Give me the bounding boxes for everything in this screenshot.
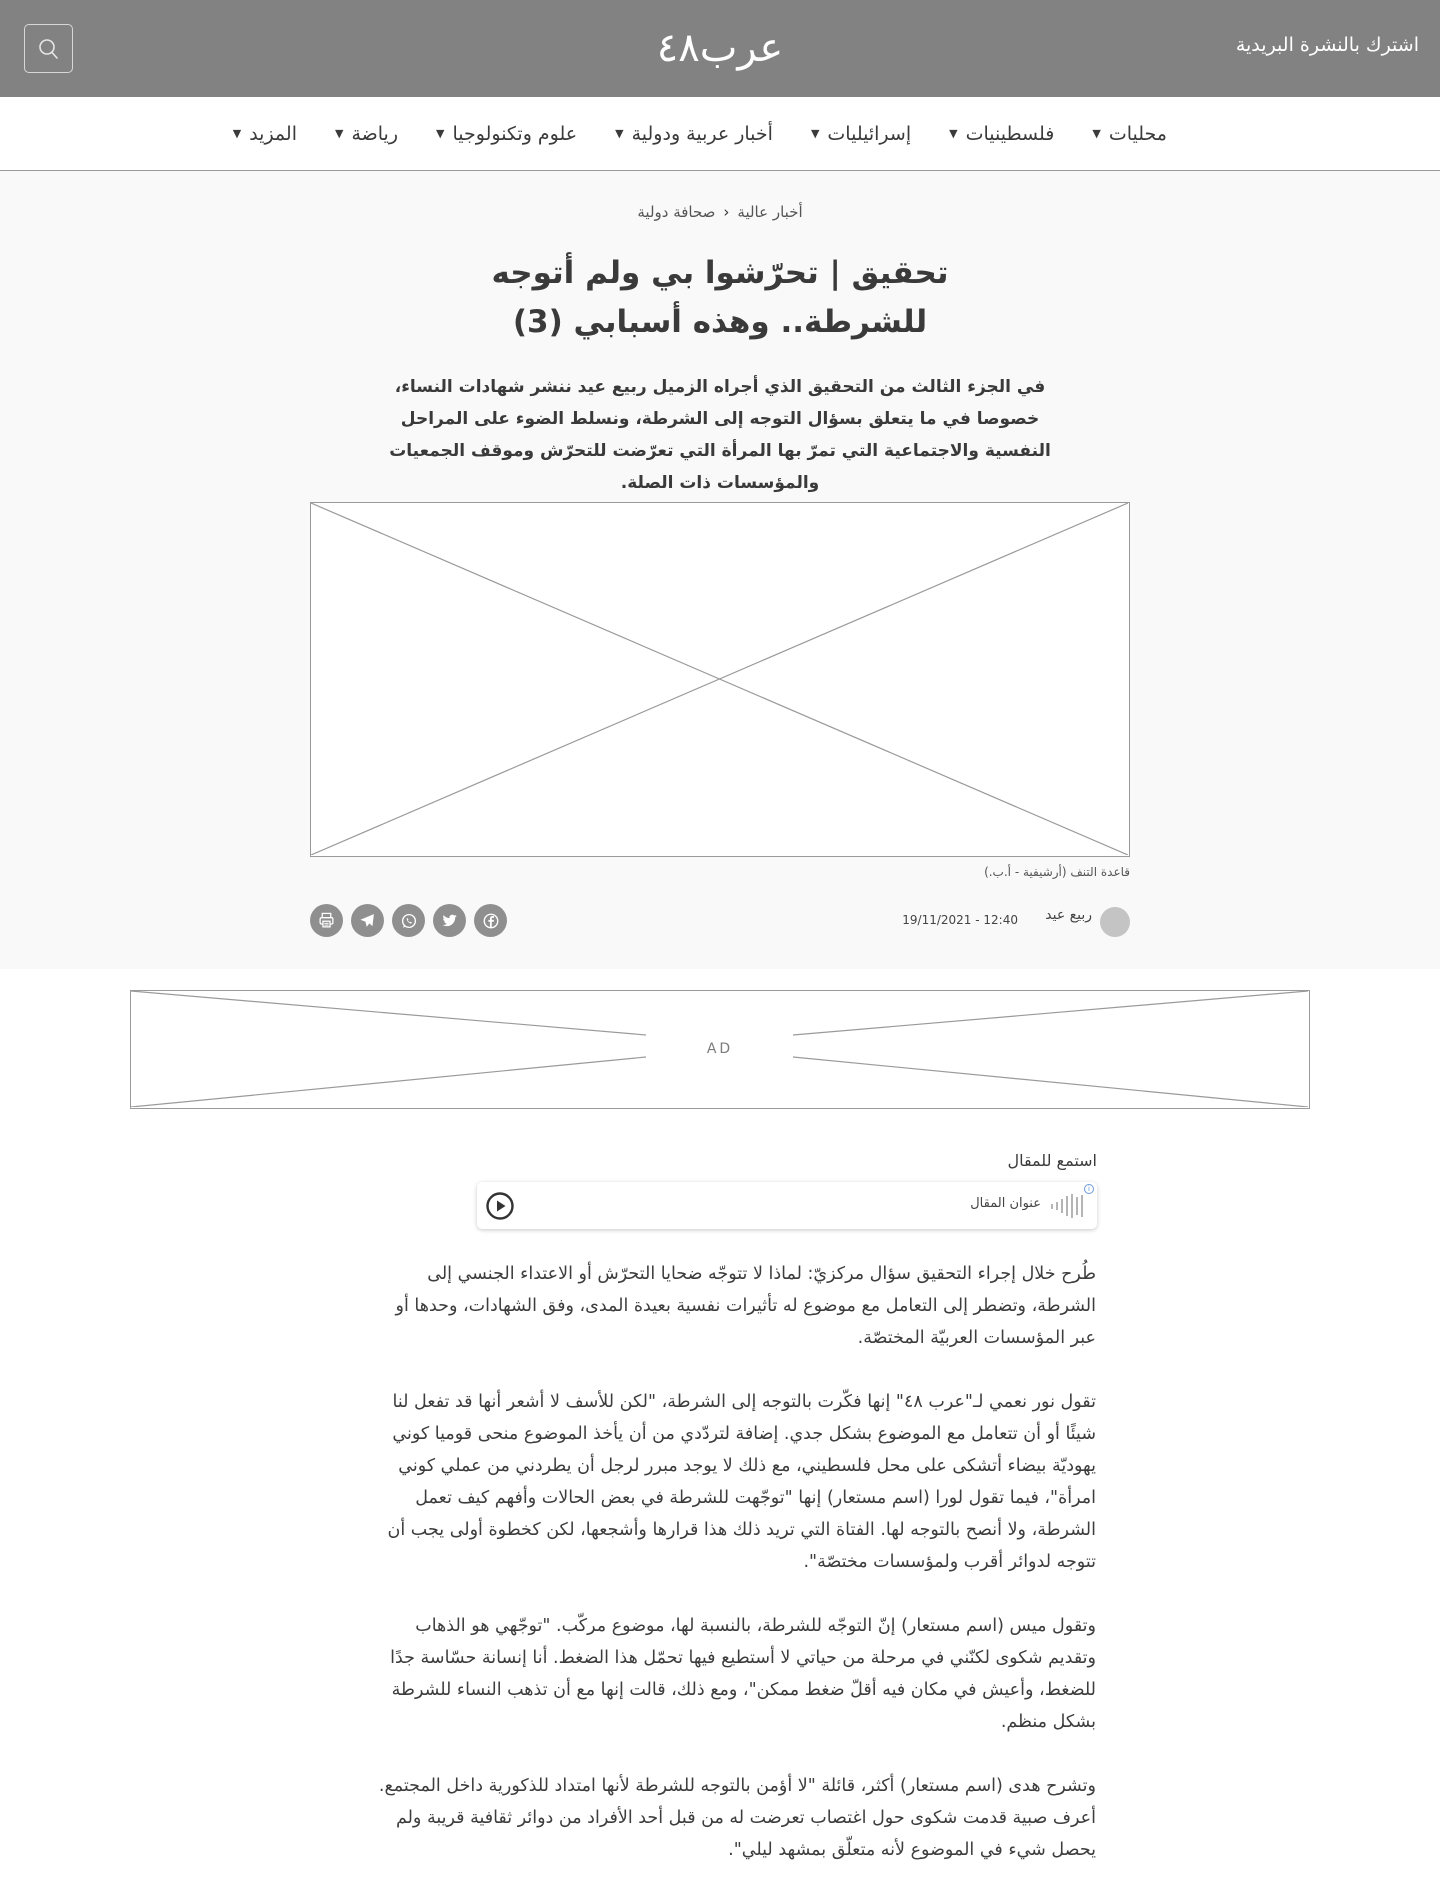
whatsapp-icon — [400, 912, 418, 930]
caret-down-icon: ▼ — [949, 127, 958, 140]
breadcrumb-item-world-news[interactable]: أخبار عالية — [737, 203, 803, 221]
caret-down-icon: ▼ — [810, 127, 820, 140]
nav-item-arab-international[interactable] — [615, 123, 773, 145]
telegram-icon — [359, 912, 376, 929]
caret-down-icon: ▼ — [1092, 127, 1101, 140]
player-title: عنوان المقال — [970, 1196, 1041, 1211]
nav-item-more[interactable] — [233, 123, 297, 145]
nav-item-label: رياضة — [351, 122, 399, 145]
nav-item-label: علوم وتكنولوجيا — [452, 122, 578, 145]
caret-down-icon: ▼ — [232, 127, 242, 140]
ad-label: AD — [706, 1041, 734, 1057]
print-icon — [318, 912, 335, 929]
nav-item-label: محليات — [1108, 122, 1167, 145]
nav-item-palestinian[interactable] — [949, 123, 1054, 145]
facebook-icon — [482, 912, 500, 930]
breadcrumb-item-intl-press[interactable]: صحافة دولية — [637, 203, 716, 221]
ad-banner[interactable] — [130, 990, 1310, 1109]
newsletter-subscribe-link[interactable]: اشترك بالنشرة البريدية — [1235, 34, 1419, 56]
caret-down-icon: ▼ — [334, 127, 344, 140]
author-name[interactable]: ربيع عيد — [1045, 907, 1092, 923]
nav-item-label: المزيد — [249, 122, 297, 145]
search-icon — [37, 37, 61, 61]
article-paragraph: وتقول ميس (اسم مستعار) إنّ التوجّه للشرطة، بالنسبة لها، موضوع مركّب. "توجّهي هو الذهاب وتقديم شكوى لكنّني في مرحلة من حياتي لا أستطيع فيها تحمّل هذا الضغط. أنا إنسانة حسّاسة جدًا للضغط، وأعيش في مكان فيه أقلّ ضغط ممكن"، ومع ذلك، قالت إنها مع أن تذهب النساء للشرطة بشكل منظم. — [390, 1616, 1096, 1732]
article-lead: في الجزء الثالث من التحقيق الذي أجراه الزميل ربيع عيد ننشر شهادات النساء، خصوصا في ما يتعلق بسؤال التوجه إلى الشرطة، ونسلط الضوء على المراحل النفسية والاجتماعية التي تمرّ بها المرأة التي تعرّضت للتحرّش وموقف الجمعيات والمؤسسات ذات الصلة. — [389, 377, 1051, 493]
breadcrumb — [0, 203, 1440, 221]
twitter-share-button[interactable] — [433, 904, 466, 937]
site-header — [0, 0, 1440, 97]
author-avatar[interactable] — [1100, 907, 1130, 937]
article-paragraph: وتشرح هدى (اسم مستعار) أكثر، قائلة "لا أؤمن بالتوجه للشرطة لأنها امتداد للذكورية داخل المجتمع. أعرف صبية قدمت شكوى حول اغتصاب تعرضت له من قبل أحد الأفراد من دوائر ثقافية قريبة ولم يحصل شيء في الموضوع لأنه متعلّق بمشهد ليلي". — [378, 1776, 1096, 1860]
telegram-share-button[interactable] — [351, 904, 384, 937]
facebook-share-button[interactable] — [474, 904, 507, 937]
chevron-left-icon: ‹ — [723, 203, 730, 221]
caret-down-icon: ▼ — [615, 127, 624, 140]
twitter-icon — [441, 912, 458, 929]
image-caption: قاعدة التنف (أرشيفية - أ.ب.) — [984, 865, 1130, 879]
listen-label: استمع للمقال — [1007, 1151, 1097, 1170]
article-paragraph: تقول نور نعمي لـ"عرب ٤٨" إنها فكّرت بالتوجه إلى الشرطة، "لكن للأسف لا أشعر أنها قد تفعل لنا شيئًا أو أن تتعامل مع الموضوع بشكل جدي. إضافة لتردّدي من أن يأخذ الموضوع منحى قوميا كوني يهوديّة بيضاء أتشكى على محل فلسطيني، مع ذلك لا يوجد مبرر لرجل أن يطردني من عملي كوني امرأة"، فيما تقول لورا (اسم مستعار) إنها "توجّهت للشرطة في بعض الحالات وأفهم كيف تعمل الشرطة، ولا أنصح بالتوجه لها. الفتاة التي تريد ذلك هذا قرارها وأشجعها، لكن كخطوة أولى يجب أن تتوجه لدوائر أقرب ولمؤسسات مختصّة". — [387, 1392, 1096, 1572]
whatsapp-share-button[interactable] — [392, 904, 425, 937]
nav-item-label: أخبار عربية ودولية — [631, 122, 773, 145]
share-buttons — [310, 904, 507, 937]
search-button[interactable] — [24, 24, 73, 73]
nav-item-label: فلسطينيات — [965, 122, 1055, 145]
article-meta — [310, 904, 1130, 938]
nav-item-label: إسرائيليات — [827, 122, 912, 145]
waveform-icon — [1051, 1194, 1083, 1218]
nav-item-israeli[interactable] — [811, 123, 911, 145]
print-button[interactable] — [310, 904, 343, 937]
caret-down-icon: ▼ — [436, 127, 445, 140]
publish-date: 19/11/2021 - 12:40 — [902, 913, 1018, 927]
nav-item-science-tech[interactable] — [436, 123, 577, 145]
nav-list — [195, 97, 1167, 170]
article-body — [372, 1258, 1096, 1898]
info-icon[interactable]: i — [1084, 1184, 1094, 1194]
nav-item-local[interactable] — [1092, 123, 1167, 145]
audio-player — [477, 1182, 1097, 1229]
article-hero — [0, 171, 1440, 969]
play-icon[interactable] — [485, 1191, 515, 1221]
nav-item-sports[interactable] — [335, 123, 398, 145]
main-nav — [0, 97, 1440, 171]
image-placeholder-icon — [311, 503, 1128, 855]
site-logo[interactable]: عرب٤٨ — [656, 25, 784, 71]
article-image-placeholder — [310, 502, 1130, 857]
article-title: تحقيق | تحرّشوا بي ولم أتوجه للشرطة.. وهذه أسبابي (3) — [491, 255, 949, 340]
article-paragraph: طُرح خلال إجراء التحقيق سؤال مركزيّ: لماذا لا تتوجّه ضحايا التحرّش أو الاعتداء الجنسي إلى الشرطة، وتضطر إلى التعامل مع موضوع له تأثيرات نفسية بعيدة المدى، وفق الشهادات، وحدها أو عبر المؤسسات العربيّة المختصّة. — [395, 1264, 1096, 1348]
